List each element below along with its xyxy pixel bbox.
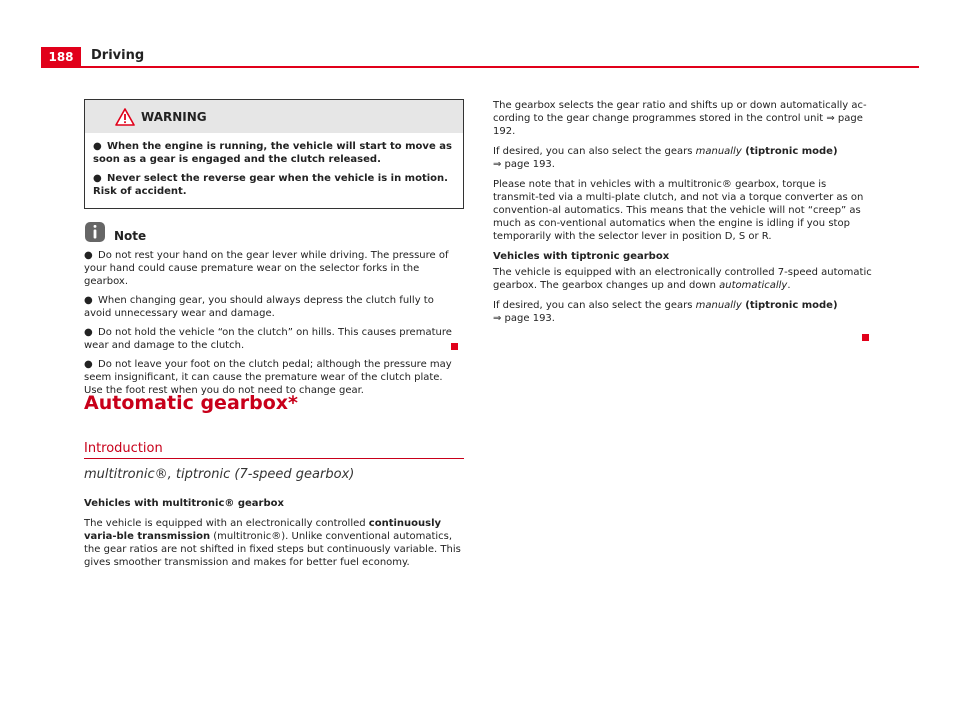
subsection-rule [84,458,464,459]
warning-item: ● When the engine is running, the vehicle will start to move as soon as a gear is engaged and the clutch released. [93,141,452,165]
page-number: 188 [41,47,81,67]
multitronic-section [84,497,464,576]
note-header [84,221,464,243]
right-paragraph-4: The vehicle is equipped with an electronically controlled 7-speed automatic gearbox. The gearbox changes up and down automatically. [493,267,872,291]
header-rule [41,66,919,68]
right-paragraph-1: The gearbox selects the gear ratio and shifts up or down automatically ac-cording to the gear change programmes stored in the control unit ⇒ page 192. [493,100,867,137]
note-info-icon [84,221,106,243]
note-item: ● When changing gear, you should always depress the clutch fully to avoid unnecessary wear and damage. [84,295,434,319]
warning-item: ● Never select the reverse gear when the vehicle is in motion. Risk of accident. [93,173,448,197]
note-item: ● Do not leave your foot on the clutch pedal; although the pressure may seem insignificant, it can cause the premature wear of the clutch plate. Use the foot rest when you do not need to change gear. [84,359,452,396]
multitronic-heading: Vehicles with multitronic® gearbox [84,498,284,509]
section-end-icon [862,334,869,341]
warning-triangle-icon [115,108,135,126]
multitronic-paragraph: The vehicle is equipped with an electronically controlled continuously varia-ble transmission (multitronic®). Unlike conventional automatics, the gear ratios are not shifted in fixed steps but continuously variable. This gives smoother transmission and makes for better fuel economy. [84,518,461,568]
page-reference-link[interactable]: ⇒ page 193. [493,159,555,170]
section-end-icon [451,343,458,350]
warning-box [84,99,464,209]
warning-title: WARNING [141,109,207,124]
topic-title: multitronic®, tiptronic (7-speed gearbox) [84,467,355,482]
left-column [84,99,464,397]
subsection-title: Introduction [84,441,163,456]
right-paragraph-3: Please note that in vehicles with a multitronic® gearbox, torque is transmit-ted via a multi-plate clutch, and not via a torque converter as on convention-al automatics. This means that the vehicle will not “creep” as much as con-ventional automatics when the engine is idling if you stop temporarily with the selector lever in position D, S or R. [493,179,864,242]
section-title: Automatic gearbox* [84,392,298,414]
note-title: Note [114,229,147,243]
tiptronic-heading: Vehicles with tiptronic gearbox [493,251,670,262]
right-column [493,99,873,332]
header-title: Driving [91,48,145,63]
warning-header [85,100,463,133]
right-paragraph-2: If desired, you can also select the gears manually (tiptronic mode) ⇒ page 193. [493,146,838,170]
right-paragraph-5: If desired, you can also select the gears manually (tiptronic mode) ⇒ page 193. [493,300,838,324]
warning-body [85,133,463,208]
note-item: ● Do not hold the vehicle “on the clutch” on hills. This causes premature wear and damage to the clutch. [84,327,452,351]
note-item: ● Do not rest your hand on the gear lever while driving. The pressure of your hand could cause premature wear on the selector forks in the gearbox. [84,250,449,287]
page-reference-link[interactable]: ⇒ page 193. [493,313,555,324]
